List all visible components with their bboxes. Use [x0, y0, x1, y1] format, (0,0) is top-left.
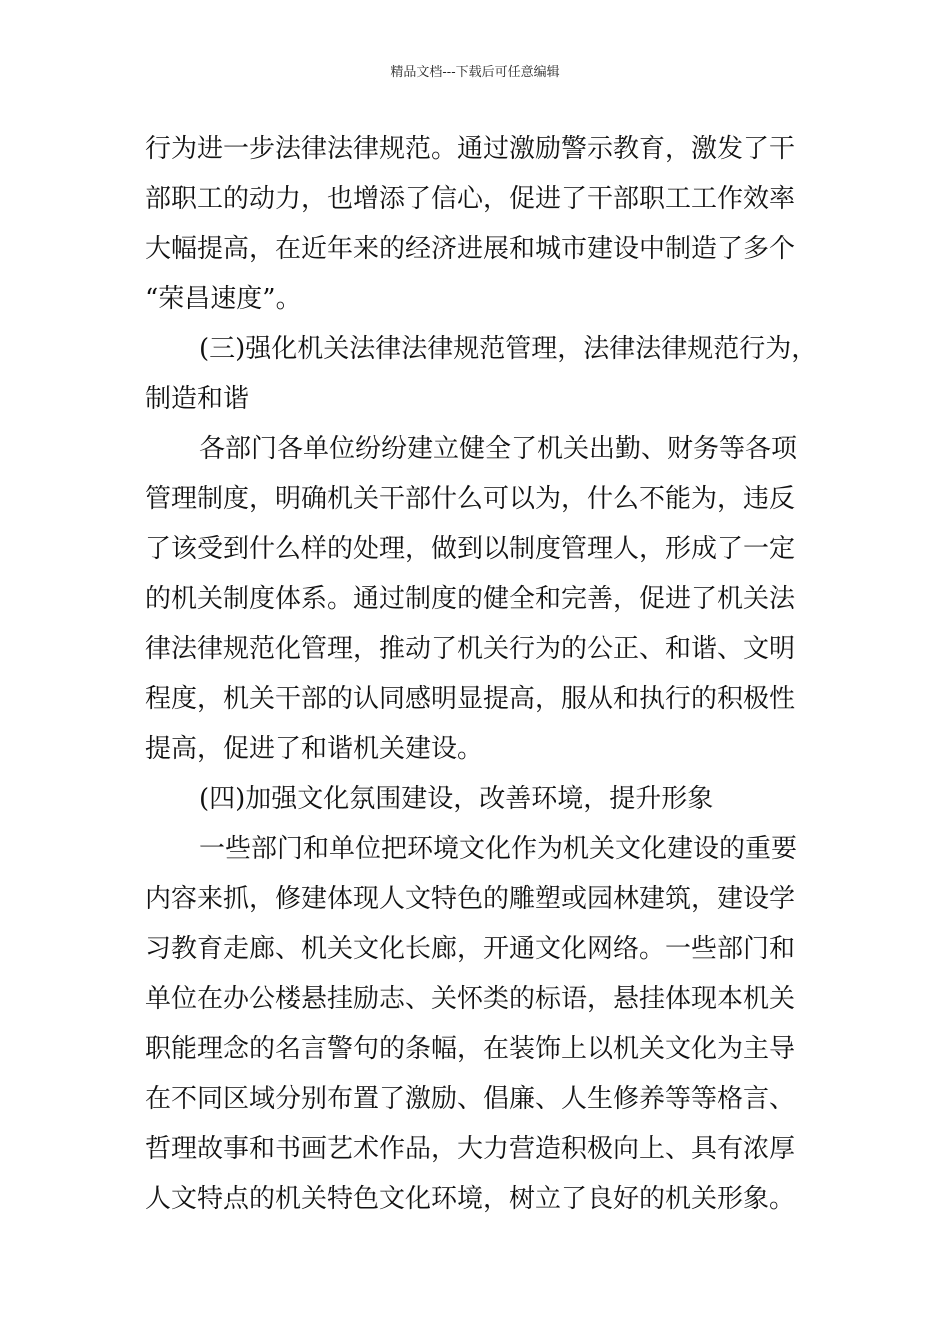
text-line: 单位在办公楼悬挂励志、关怀类的标语，悬挂体现本机关 — [145, 984, 796, 1014]
text-line: “荣昌速度”。 — [145, 284, 302, 314]
text-line: 制造和谐 — [145, 384, 250, 414]
text-line: 各部门各单位纷纷建立健全了机关出勤、财务等各项 — [199, 434, 798, 464]
text-line: 律法律规范化管理，推动了机关行为的公正、和谐、文明 — [145, 634, 796, 664]
text-line: 习教育走廊、机关文化长廊，开通文化网络。一些部门和 — [145, 934, 796, 964]
text-line: (三)强化机关法律法律规范管理，法律法律规范行为， — [199, 334, 818, 364]
text-line: 管理制度，明确机关干部什么可以为，什么不能为，违反 — [145, 484, 796, 514]
text-line: 在不同区域分别布置了激励、倡廉、人生修养等等格言、 — [145, 1084, 796, 1114]
text-line: 了该受到什么样的处理，做到以制度管理人，形成了一定 — [145, 534, 796, 564]
document-body — [145, 124, 818, 1224]
text-line: 人文特点的机关特色文化环境，树立了良好的机关形象。 — [145, 1184, 796, 1214]
page-header: 精品文档---下载后可任意编辑 — [390, 65, 560, 80]
text-line: 部职工的动力，也增添了信心，促进了干部职工工作效率 — [145, 184, 796, 214]
section-heading — [145, 324, 818, 424]
paragraph — [145, 424, 810, 774]
text-line: (四)加强文化氛围建设，改善环境，提升形象 — [199, 784, 714, 814]
paragraph — [145, 124, 810, 324]
section-heading — [145, 774, 810, 824]
text-line: 一些部门和单位把环境文化作为机关文化建设的重要 — [199, 834, 798, 864]
paragraph — [145, 824, 810, 1224]
text-line: 程度，机关干部的认同感明显提高，服从和执行的积极性 — [145, 684, 796, 714]
text-line: 内容来抓，修建体现人文特色的雕塑或园林建筑，建设学 — [145, 884, 796, 914]
text-line: 的机关制度体系。通过制度的健全和完善，促进了机关法 — [145, 584, 796, 614]
text-line: 大幅提高，在近年来的经济进展和城市建设中制造了多个 — [145, 234, 796, 264]
text-line: 行为进一步法律法律规范。通过激励警示教育，激发了干 — [145, 134, 796, 164]
text-line: 哲理故事和书画艺术作品，大力营造积极向上、具有浓厚 — [145, 1134, 796, 1164]
text-line: 职能理念的名言警句的条幅，在装饰上以机关文化为主导 — [145, 1034, 796, 1064]
text-line: 提高，促进了和谐机关建设。 — [145, 734, 484, 764]
